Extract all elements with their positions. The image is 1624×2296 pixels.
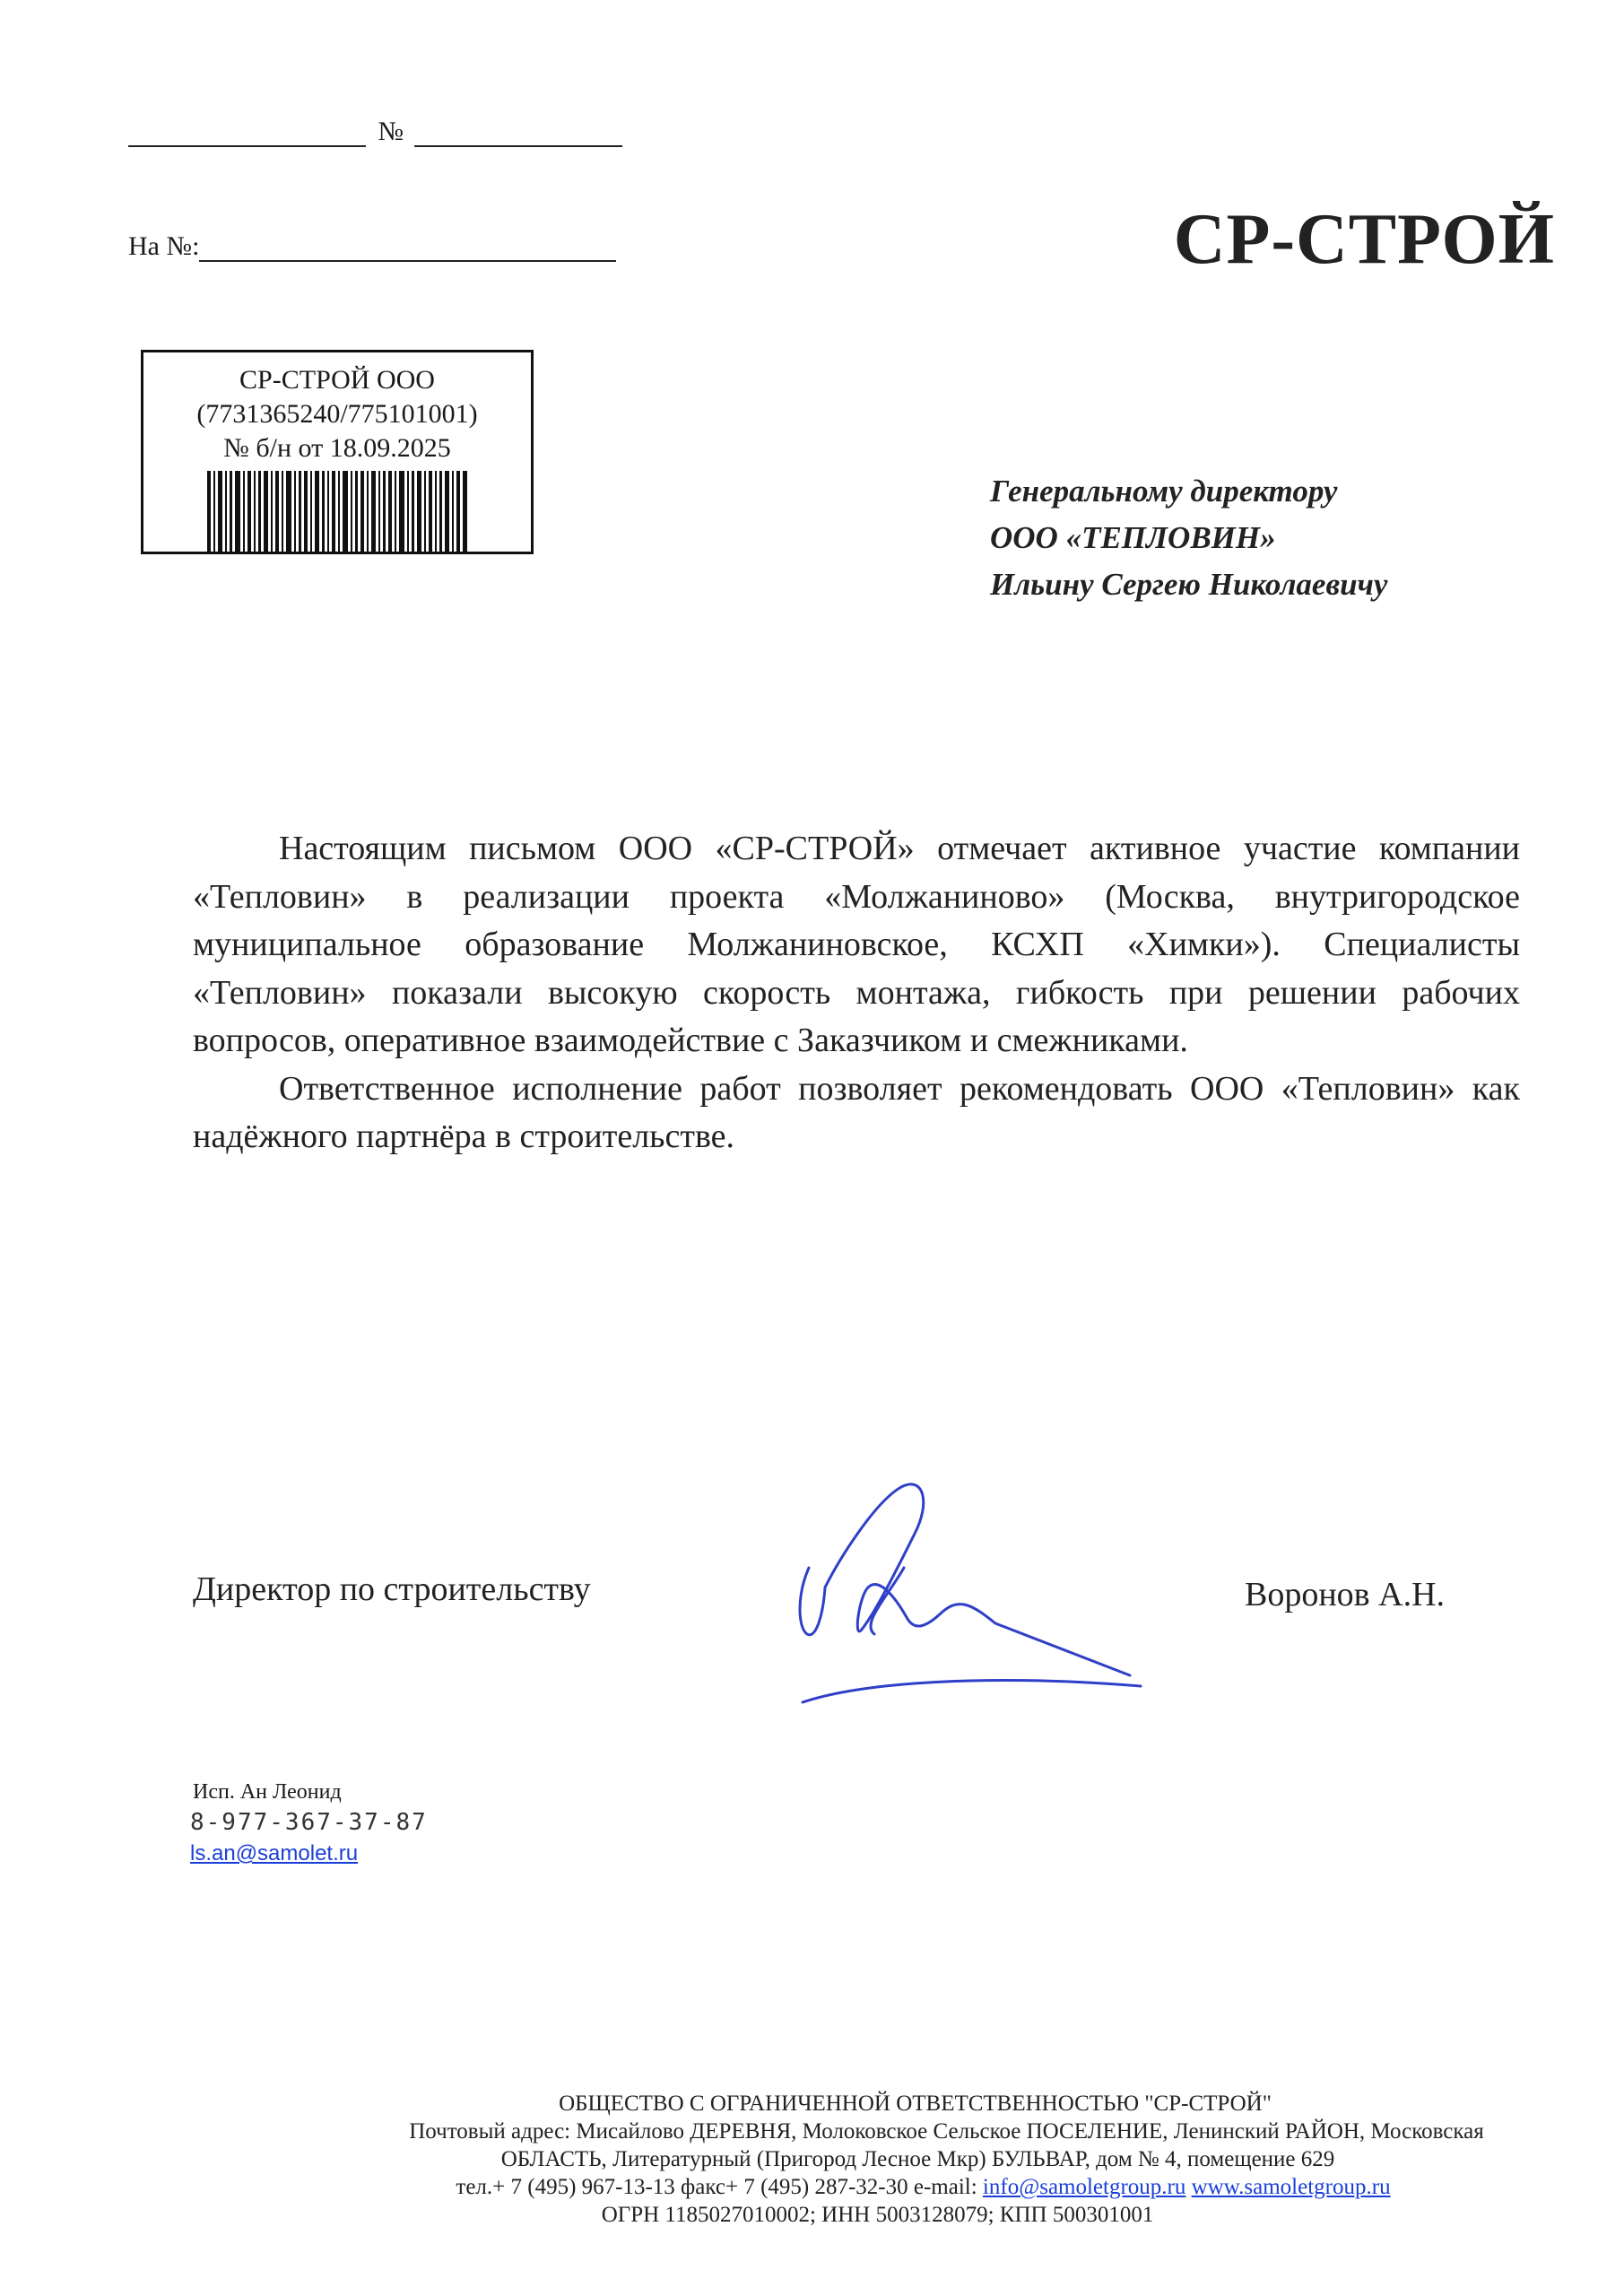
addressee-company: ООО «ТЕПЛОВИН» — [990, 520, 1276, 555]
footer — [0, 2090, 1624, 2229]
executor-email-link[interactable]: ls.an@samolet.ru — [190, 1841, 359, 1866]
company-name: СР-СТРОЙ — [1173, 200, 1555, 279]
signer-name: Воронов А.Н. — [1245, 1576, 1446, 1613]
barcode — [207, 471, 467, 553]
outgoing-number-line — [414, 120, 622, 147]
outgoing-ref — [128, 117, 622, 147]
registration-stamp — [141, 350, 534, 554]
executor-name: Исп. Ан Леонид — [193, 1780, 342, 1804]
signer-position: Директор по строительству — [193, 1570, 591, 1608]
addressee-position: Генеральному директору — [990, 474, 1338, 509]
letter-body — [193, 825, 1520, 1161]
outgoing-date-line — [128, 120, 366, 147]
number-sign: № — [378, 117, 404, 146]
footer-email-link[interactable]: info@samoletgroup.ru — [982, 2175, 1186, 2199]
footer-address-2: ОБЛАСТЬ, Литературный (Пригород Лесное Мкр) БУЛЬВАР, дом № 4, помещение 629 — [500, 2147, 1335, 2171]
incoming-ref-label: На №: — [128, 231, 200, 261]
footer-website-link[interactable]: www.samoletgroup.ru — [1191, 2175, 1391, 2199]
body-paragraph-1: Настоящим письмом ООО «СР-СТРОЙ» отмечает активное участие компании «Тепловин» в реализации проекта «Молжаниново» (Москва, внутригородское муниципальное образование Молжаниновское, КСХП «Химки»). Специалисты «Тепловин» показали высокую скорость монтажа, гибкость при решении рабочих вопросов, оперативное взаимодействие с Заказчиком и смежниками. — [193, 830, 1520, 1059]
body-paragraph-2: Ответственное исполнение работ позволяет рекомендовать ООО «Тепловин» как надёжного партнёра в строительстве. — [193, 1069, 1520, 1155]
stamp-inn-kpp: (7731365240/775101001) — [196, 399, 478, 429]
executor-phone: 8-977-367-37-87 — [190, 1809, 428, 1836]
footer-contacts — [0, 2173, 1624, 2201]
addressee — [990, 468, 1387, 608]
footer-address-1: Почтовый адрес: Мисайлово ДЕРЕВНЯ, Молоковское Сельское ПОСЕЛЕНИЕ, Ленинский РАЙОН, Московская — [409, 2119, 1484, 2144]
footer-registration: ОГРН 1185027010002; ИНН 5003128079; КПП 500301001 — [601, 2203, 1154, 2227]
incoming-ref — [128, 231, 616, 262]
handwritten-signature — [789, 1462, 1148, 1704]
footer-company: ОБЩЕСТВО С ОГРАНИЧЕННОЙ ОТВЕТСТВЕННОСТЬЮ "СР-СТРОЙ" — [559, 2092, 1272, 2116]
addressee-name: Ильину Сергею Николаевичу — [990, 567, 1388, 602]
incoming-ref-line — [199, 235, 616, 262]
stamp-company: СР-СТРОЙ ООО — [239, 365, 435, 395]
stamp-reg-number: № б/н от 18.09.2025 — [223, 433, 451, 463]
footer-phone-fax: тел.+ 7 (495) 967-13-13 факс+ 7 (495) 287-32-30 e-mail: — [456, 2175, 977, 2199]
